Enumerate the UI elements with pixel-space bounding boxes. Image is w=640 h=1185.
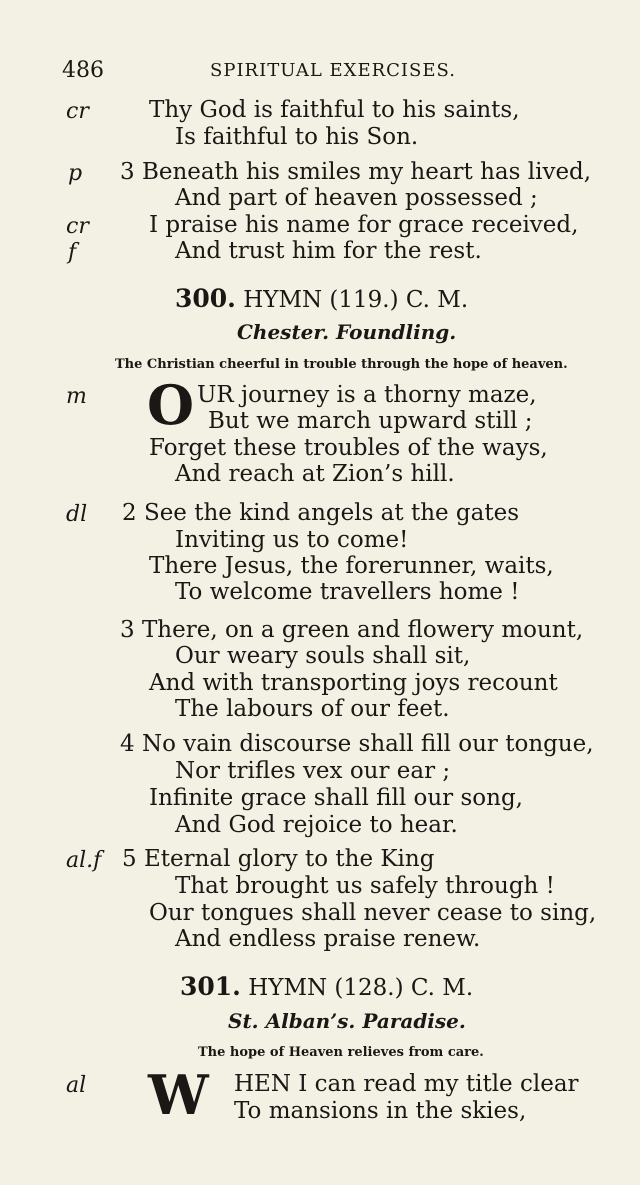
- drop-cap: O: [147, 373, 195, 437]
- hymn-line: I praise his name for grace received,: [149, 212, 579, 238]
- dynamic-mark: cr: [66, 99, 89, 124]
- drop-cap: W: [148, 1063, 209, 1127]
- hymn-line: 2 See the kind angels at the gates: [122, 500, 520, 526]
- dynamic-mark: cr: [66, 214, 89, 239]
- hymn-heading: [175, 286, 468, 313]
- dynamic-mark: m: [66, 384, 87, 409]
- hymn-line: Inviting us to come!: [175, 527, 409, 553]
- hymn-line: And God rejoice to hear.: [175, 812, 458, 838]
- hymn-line: There Jesus, the forerunner, waits,: [149, 553, 554, 579]
- hymn-title: HYMN (119.) C. M.: [243, 287, 469, 313]
- dynamic-mark: f: [68, 240, 77, 265]
- hymn-line: And endless praise renew.: [175, 926, 481, 952]
- hymn-line: Forget these troubles of the ways,: [149, 435, 548, 461]
- hymn-line: The labours of our feet.: [175, 696, 450, 722]
- hymn-line: And part of heaven possessed ;: [175, 185, 538, 211]
- hymn-line: And with transporting joys recount: [149, 670, 558, 696]
- dynamic-mark: al: [66, 1073, 87, 1098]
- hymn-line: Thy God is faithful to his saints,: [149, 97, 520, 123]
- hymn-line: And trust him for the rest.: [175, 238, 482, 264]
- dynamic-mark: dl: [66, 502, 88, 527]
- page-number: 486: [62, 58, 104, 83]
- hymn-line: To mansions in the skies,: [234, 1098, 527, 1124]
- dynamic-mark: al.f: [66, 848, 102, 873]
- hymn-line: Our tongues shall never cease to sing,: [149, 900, 597, 926]
- hymn-line: Nor trifles vex our ear ;: [175, 758, 451, 784]
- hymn-line: To welcome travellers home !: [175, 579, 520, 605]
- hymn-number: 300.: [175, 284, 236, 313]
- hymn-line: But we march upward still ;: [208, 408, 533, 434]
- hymn-line: 5 Eternal glory to the King: [122, 846, 435, 872]
- hymn-number: 301.: [180, 972, 241, 1001]
- hymn-line: Infinite grace shall fill our song,: [149, 785, 523, 811]
- hymn-line: UR journey is a thorny maze,: [197, 382, 537, 408]
- hymn-line: 3 There, on a green and flowery mount,: [120, 617, 584, 643]
- tune-names: St. Alban’s. Paradise.: [228, 1009, 466, 1033]
- hymn-line: Is faithful to his Son.: [175, 124, 419, 150]
- hymn-line: That brought us safely through !: [175, 873, 555, 899]
- hymn-line: And reach at Zion’s hill.: [175, 461, 455, 487]
- tune-names: Chester. Foundling.: [237, 320, 457, 344]
- hymn-title: HYMN (128.) C. M.: [248, 975, 474, 1001]
- running-title: SPIRITUAL EXERCISES.: [210, 60, 456, 81]
- hymn-line: 4 No vain discourse shall fill our tongue,: [120, 731, 594, 757]
- dynamic-mark: p: [68, 161, 83, 186]
- hymn-subject: The Christian cheerful in trouble through the hope of heaven.: [115, 357, 568, 372]
- hymn-line: Our weary souls shall sit,: [175, 643, 471, 669]
- hymn-line: 3 Beneath his smiles my heart has lived,: [120, 159, 592, 185]
- hymn-heading: [180, 974, 473, 1001]
- hymn-line: HEN I can read my title clear: [234, 1071, 579, 1097]
- hymn-subject: The hope of Heaven relieves from care.: [198, 1045, 484, 1060]
